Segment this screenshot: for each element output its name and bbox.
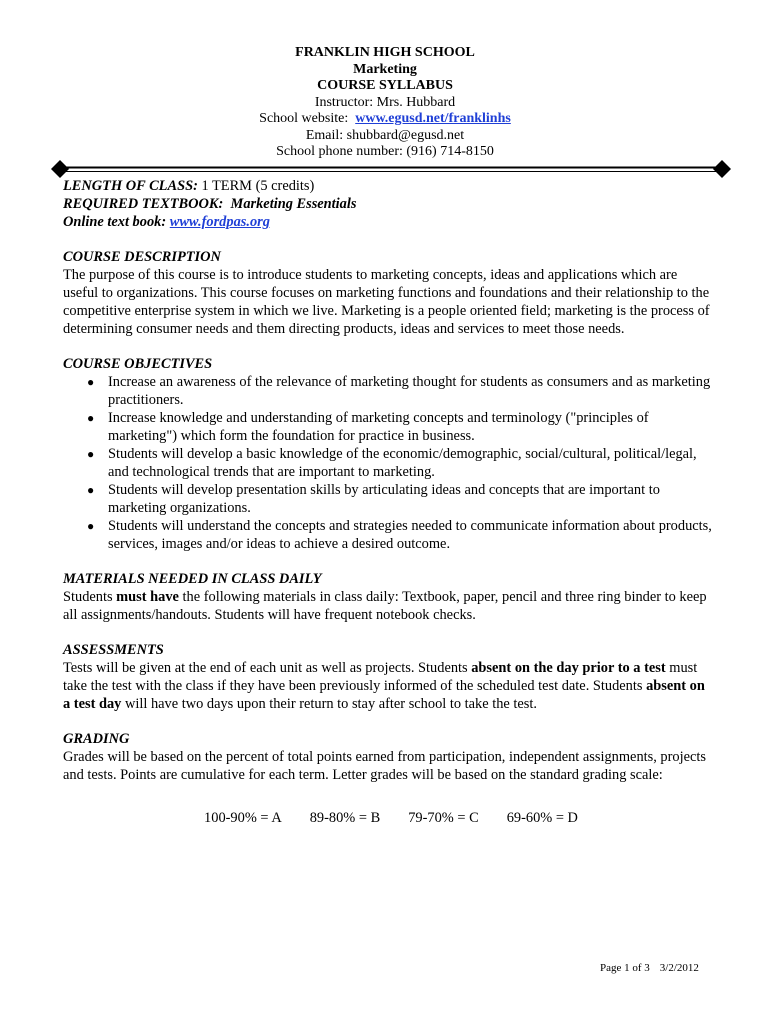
phone-line: School phone number: (916) 714-8150 [276, 144, 494, 159]
course-description-title: COURSE DESCRIPTION [63, 249, 221, 265]
course-name: Marketing [353, 61, 417, 77]
page-number: Page 1 of 3 [600, 962, 650, 974]
course-objectives-title: COURSE OBJECTIVES [63, 356, 213, 372]
length-value: 1 TERM (5 credits) [197, 178, 315, 194]
bullet-icon: ● [87, 375, 95, 389]
email-line: Email: shubbard@egusd.net [305, 127, 465, 143]
document-header [0, 45, 770, 161]
website-label: School website: [259, 111, 356, 126]
bullet-icon: ● [87, 411, 95, 425]
course-objectives-section [63, 355, 713, 553]
page-footer [600, 962, 699, 974]
online-label: Online text book: [63, 214, 170, 230]
materials-text: Students must have the following materials in class daily: Textbook, paper, pencil and three ring binder to keep all assignments/handouts. Students will have frequent notebook checks. [63, 589, 707, 623]
grading-text: Grades will be based on the percent of total points earned from participation, independent assignments, projects and tests. Points are cumulative for each term. Letter grades will be based on the standard grading scale: [63, 749, 706, 783]
grade-c: 79-70% = C [408, 810, 479, 826]
list-item: ● Students will develop a basic knowledge of the economic/demographic, social/cultural, political/legal, and technological trends that are important to marketing. [87, 446, 697, 480]
course-description-text: The purpose of this course is to introduce students to marketing concepts, ideas and applications which are useful to organizations. This course focuses on marketing functions and foundations and their relationship to the competitive enterprise system in which we live. Marketing is a people oriented field; marketing is the process of determining consumer needs and them directing products, ideas and services to meet those needs. [63, 267, 710, 337]
grade-b: 89-80% = B [309, 810, 381, 826]
bullet-icon: ● [87, 519, 95, 533]
school-website-link[interactable]: www.egusd.net/franklinhs [355, 111, 511, 126]
materials-title: MATERIALS NEEDED IN CLASS DAILY [63, 571, 322, 587]
bullet-icon: ● [87, 483, 95, 497]
required-textbook [63, 195, 713, 213]
list-item: ● Students will develop presentation skills by articulating ideas and concepts that are important to marketing organizations. [87, 482, 660, 516]
list-item: ● Increase an awareness of the relevance of marketing thought for students as consumers and as marketing practitioners. [87, 374, 711, 408]
assessments-text: Tests will be given at the end of each unit as well as projects. Students absent on the day prior to a test must take the test with the class if they have been previously informed of the scheduled test date. Students absent on a test day will have two days upon their return to stay after school to take the test. [63, 660, 705, 712]
grading-title: GRADING [63, 731, 130, 747]
textbook-value: Marketing Essentials [223, 196, 357, 212]
length-label: LENGTH OF CLASS: [63, 178, 198, 194]
syllabus-body [63, 177, 713, 827]
assessments-title: ASSESSMENTS [63, 642, 164, 658]
assessments-section [63, 641, 713, 713]
footer-date: 3/2/2012 [659, 962, 699, 974]
class-info [63, 177, 713, 231]
header-divider [50, 159, 732, 179]
bullet-icon: ● [87, 447, 95, 461]
course-description-section [63, 248, 713, 338]
list-item: ● Students will understand the concepts and strategies needed to communicate information about products, services, images and/or ideas to achieve a desired outcome. [87, 518, 712, 552]
length-of-class [63, 177, 713, 195]
grade-a: 100-90% = A [204, 810, 282, 826]
document-type: COURSE SYLLABUS [317, 78, 453, 93]
website-line [0, 111, 770, 128]
objectives-list [63, 373, 713, 553]
divider-left-diamond [51, 160, 69, 178]
materials-section [63, 570, 713, 624]
textbook-label: REQUIRED TEXTBOOK: [63, 196, 224, 212]
grading-scale [63, 809, 713, 827]
school-name: FRANKLIN HIGH SCHOOL [295, 45, 475, 60]
list-item: ● Increase knowledge and understanding of marketing concepts and terminology ("principles of marketing") which form the foundation for practice in business. [87, 410, 649, 444]
online-textbook-link[interactable]: www.fordpas.org [169, 214, 270, 230]
instructor-line: Instructor: Mrs. Hubbard [314, 94, 456, 110]
online-textbook [63, 213, 713, 231]
grading-section [63, 730, 713, 827]
divider-right-diamond [713, 160, 731, 178]
grade-d: 69-60% = D [506, 810, 578, 826]
